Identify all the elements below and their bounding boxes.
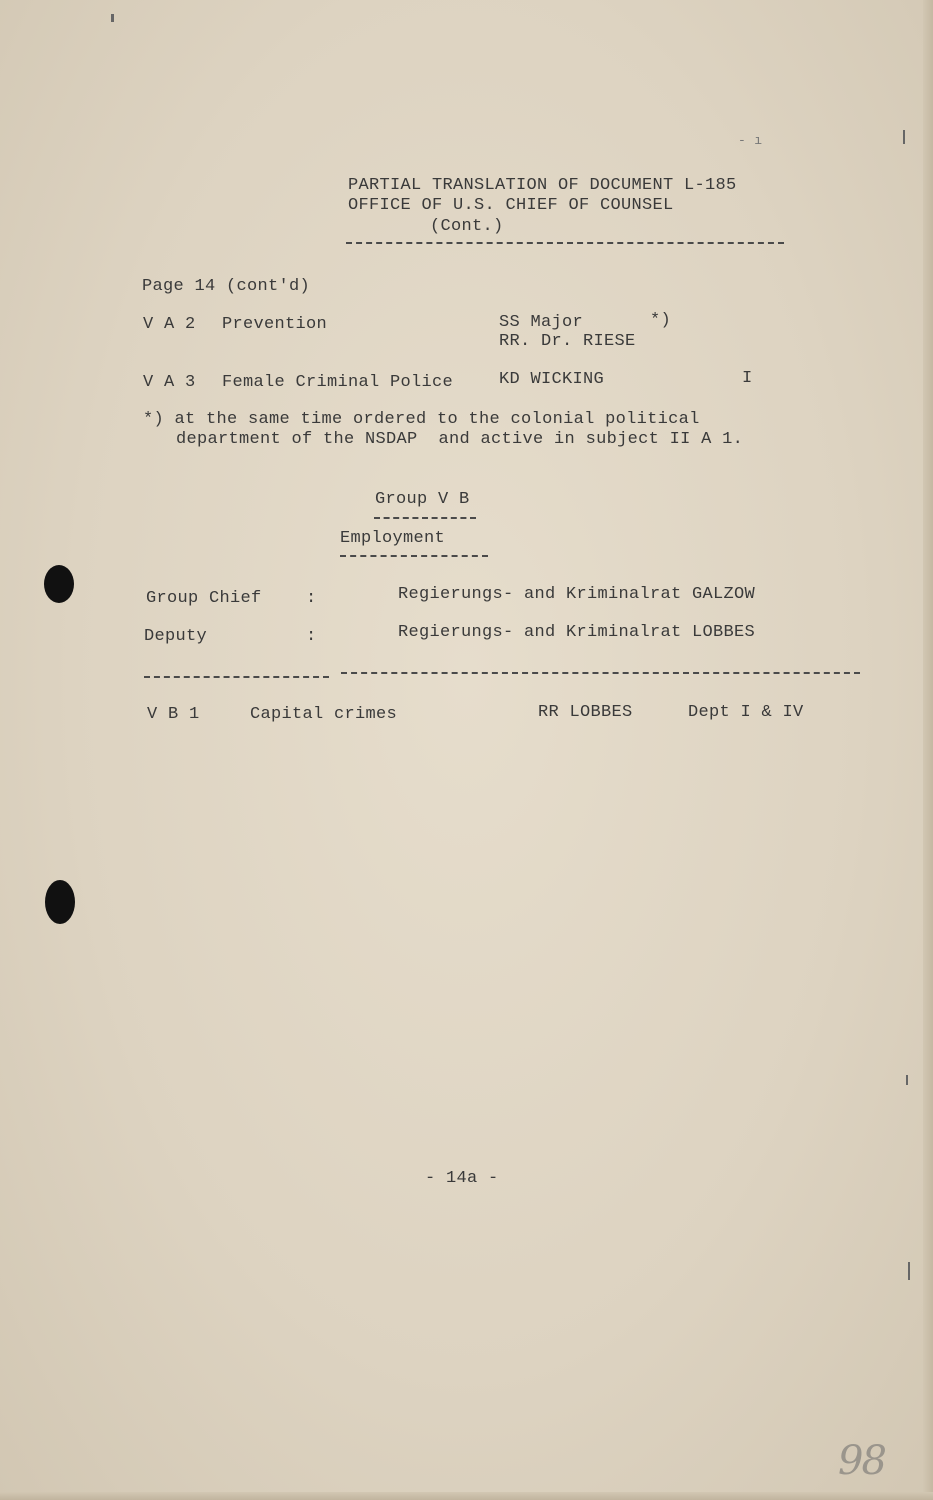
header-title: PARTIAL TRANSLATION OF DOCUMENT L-185 [348, 176, 737, 195]
hole-punch-lower [45, 880, 75, 924]
row-dept: Dept I & IV [688, 703, 804, 722]
row-code: V A 2 [143, 315, 196, 334]
row-person: SS Major [499, 313, 584, 332]
row-name: Female Criminal Police [222, 373, 454, 392]
footnote-line: *) at the same time ordered to the colonial political [143, 410, 700, 429]
group-subtitle-underline [340, 555, 488, 557]
header-divider [346, 242, 784, 244]
group-title-underline [374, 517, 476, 519]
row-code: V A 3 [143, 373, 196, 392]
official-separator: : [306, 627, 317, 646]
row-note: I [742, 369, 753, 388]
section-divider-right [341, 672, 860, 674]
page-reference: Page 14 (cont'd) [142, 277, 311, 296]
row-name: Capital crimes [250, 705, 398, 724]
paper-edge-right [923, 0, 933, 1500]
section-divider-left [144, 676, 329, 678]
row-code: V B 1 [147, 705, 200, 724]
row-person: RR LOBBES [538, 703, 633, 722]
row-note: *) [650, 311, 672, 330]
hole-punch-upper [44, 565, 74, 603]
paper-edge-bottom [0, 1492, 933, 1500]
page-number: - 14a - [425, 1169, 499, 1188]
official-role: Group Chief [146, 589, 262, 608]
handwritten-page-number: 98 [838, 1438, 885, 1484]
official-role: Deputy [144, 627, 208, 646]
stray-mark [908, 1262, 910, 1280]
header-office: OFFICE OF U.S. CHIEF OF COUNSEL [348, 196, 674, 215]
footnote-line: department of the NSDAP and active in subject II A 1. [176, 430, 744, 449]
stray-mark [111, 14, 114, 22]
row-person: KD WICKING [499, 370, 605, 389]
header-cont: (Cont.) [430, 217, 504, 236]
stray-mark [903, 130, 905, 144]
row-name: Prevention [222, 315, 328, 334]
row-person-detail: RR. Dr. RIESE [499, 332, 636, 351]
stray-mark [906, 1075, 908, 1085]
official-name: Regierungs- and Kriminalrat GALZOW [398, 585, 756, 604]
official-separator: : [306, 589, 317, 608]
corner-mark: - ı [738, 133, 763, 148]
group-subtitle: Employment [340, 529, 446, 548]
official-name: Regierungs- and Kriminalrat LOBBES [398, 623, 756, 642]
group-title: Group V B [375, 490, 470, 509]
